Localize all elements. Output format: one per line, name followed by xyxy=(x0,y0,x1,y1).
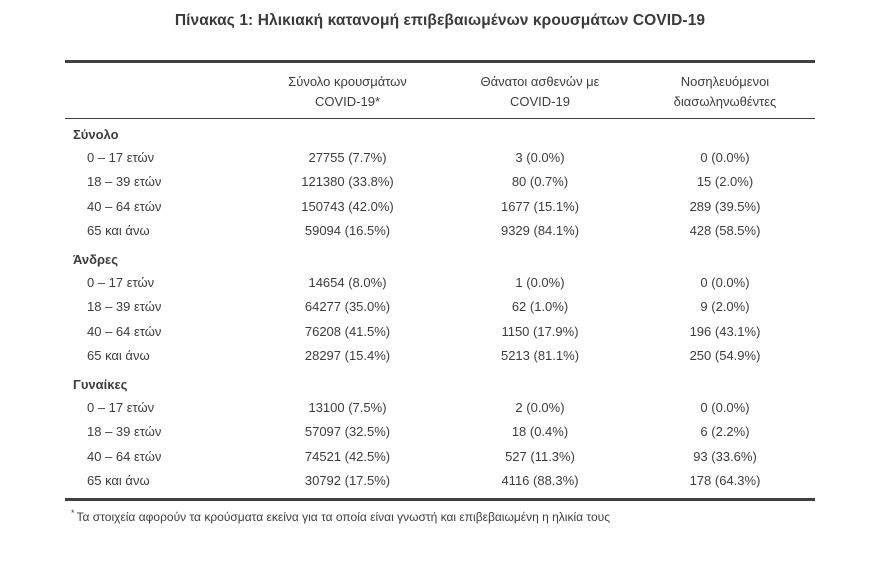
column-header-intubated-line2: διασωληνωθέντες xyxy=(673,93,777,109)
section-label-row xyxy=(65,369,815,396)
section-label: Άνδρες xyxy=(73,251,118,267)
section-women xyxy=(65,369,815,499)
section-label-row xyxy=(65,119,815,146)
age-label: 18 – 39 ετών xyxy=(87,299,162,315)
column-header-cases-line1: Σύνολο κρουσμάτων xyxy=(288,74,407,89)
intubated-value: 196 (43.1%) xyxy=(689,323,761,339)
deaths-value: 1 (0.0%) xyxy=(515,274,565,290)
column-header-deaths xyxy=(445,62,635,119)
cases-value: 64277 (35.0%) xyxy=(304,299,391,315)
intubated-value: 289 (39.5%) xyxy=(689,198,761,214)
table-row xyxy=(65,271,815,296)
deaths-value: 5213 (81.1%) xyxy=(500,348,580,364)
intubated-value: 250 (54.9%) xyxy=(689,348,761,364)
column-header-age xyxy=(65,62,250,119)
intubated-value: 0 (0.0%) xyxy=(700,149,750,165)
deaths-value: 4116 (88.3%) xyxy=(501,473,579,489)
section-label: Γυναίκες xyxy=(73,376,128,392)
deaths-value: 62 (1.0%) xyxy=(511,299,569,315)
table-row xyxy=(65,146,815,171)
column-header-cases-line2: COVID-19* xyxy=(314,93,381,109)
age-label: 65 και άνω xyxy=(87,473,150,489)
table-row xyxy=(65,170,815,195)
table-header xyxy=(65,62,815,119)
section-men xyxy=(65,244,815,369)
section-label: Σύνολο xyxy=(73,127,119,142)
cases-value: 30792 (17.5%) xyxy=(304,473,391,489)
deaths-value: 2 (0.0%) xyxy=(515,399,565,415)
cases-value: 57097 (32.5%) xyxy=(304,424,391,440)
deaths-value: 1677 (15.1%) xyxy=(500,198,580,214)
intubated-value: 9 (2.0%) xyxy=(700,299,750,315)
section-total xyxy=(65,119,815,244)
table-row xyxy=(65,396,815,421)
table-row xyxy=(65,295,815,320)
age-label: 0 – 17 ετών xyxy=(87,399,155,415)
footnote xyxy=(65,508,815,526)
deaths-value: 9329 (84.1%) xyxy=(500,223,580,239)
cases-value: 27755 (7.7%) xyxy=(308,149,387,165)
age-label: 65 και άνω xyxy=(87,348,150,364)
deaths-value: 80 (0.7%) xyxy=(511,174,569,190)
age-label: 65 και άνω xyxy=(87,223,150,239)
footnote-text: Τα στοιχεία αφορούν τα κρούσματα εκείνα για τα οποία είναι γνωστή και επιβεβαιωμένη η ηλικία τους xyxy=(76,509,610,524)
intubated-value: 428 (58.5%) xyxy=(689,223,761,239)
table-row xyxy=(65,219,815,244)
age-label: 40 – 64 ετών xyxy=(87,198,162,214)
deaths-value: 1150 (17.9%) xyxy=(501,323,579,339)
intubated-value: 15 (2.0%) xyxy=(696,174,754,190)
age-label: 18 – 39 ετών xyxy=(87,174,162,190)
table-row xyxy=(65,469,815,499)
cases-value: 150743 (42.0%) xyxy=(301,198,394,214)
column-header-cases xyxy=(250,62,445,119)
section-label-row xyxy=(65,244,815,271)
table-row xyxy=(65,344,815,369)
footnote-asterisk: * xyxy=(71,507,75,518)
cases-value: 28297 (15.4%) xyxy=(304,348,391,364)
deaths-value: 527 (11.3%) xyxy=(505,448,575,464)
deaths-value: 3 (0.0%) xyxy=(515,149,565,165)
column-header-intubated-line1: Νοσηλευόμενοι xyxy=(680,74,770,89)
cases-value: 13100 (7.5%) xyxy=(308,399,387,415)
age-label: 40 – 64 ετών xyxy=(87,323,162,339)
column-header-intubated xyxy=(635,62,815,119)
intubated-value: 6 (2.2%) xyxy=(700,424,750,440)
intubated-value: 0 (0.0%) xyxy=(700,274,750,290)
table-title: Πίνακας 1: Ηλικιακή κατανομή επιβεβαιωμένων κρουσμάτων COVID-19 xyxy=(174,12,706,29)
age-label: 0 – 17 ετών xyxy=(87,149,155,165)
deaths-value: 18 (0.4%) xyxy=(511,424,569,440)
table-row xyxy=(65,420,815,445)
column-header-deaths-line1: Θάνατοι ασθενών με xyxy=(480,74,600,89)
table-row xyxy=(65,320,815,345)
covid-age-distribution-table xyxy=(65,60,815,501)
age-label: 40 – 64 ετών xyxy=(87,448,162,464)
intubated-value: 0 (0.0%) xyxy=(700,399,750,415)
cases-value: 59094 (16.5%) xyxy=(304,223,391,239)
cases-value: 121380 (33.8%) xyxy=(301,174,394,190)
intubated-value: 93 (33.6%) xyxy=(693,448,757,464)
column-header-deaths-line2: COVID-19 xyxy=(510,93,570,109)
intubated-value: 178 (64.3%) xyxy=(689,473,761,489)
age-label: 18 – 39 ετών xyxy=(87,424,162,440)
cases-value: 74521 (42.5%) xyxy=(304,448,391,464)
cases-value: 76208 (41.5%) xyxy=(304,323,391,339)
cases-value: 14654 (8.0%) xyxy=(308,274,387,290)
table-row xyxy=(65,195,815,220)
table-row xyxy=(65,445,815,470)
age-label: 0 – 17 ετών xyxy=(87,274,155,290)
